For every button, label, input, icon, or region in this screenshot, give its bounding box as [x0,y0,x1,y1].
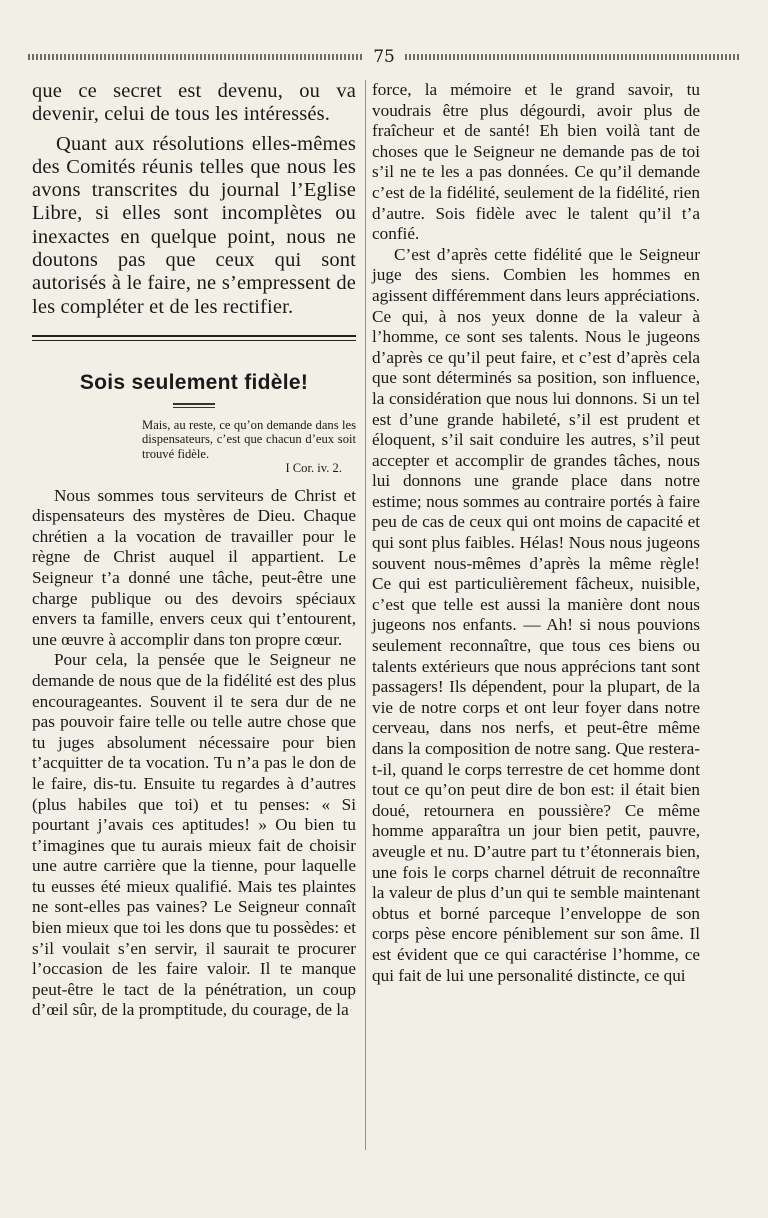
epigraph-text: Mais, au reste, ce qu’on demande dans les dispensateurs, c’est que chacun d’eux soit trouvé fidèle. [142,417,356,461]
article-paragraph-3: force, la mémoire et le grand savoir, tu voudrais être plus dégourdi, avoir plus de fraîcheur et de santé! Eh bien voilà tant de choses que le Seigneur ne demande pas de toi s’il ne te les a pas données. Ce qu’il demande c’est de la fidélité, seulement de la fidélité, rien d’autre. Sois fidèle avec le talent qu’il t’a confié. [372,80,700,244]
article-title: Sois seulement fidèle! [79,370,309,394]
article-paragraph-2: Pour cela, la pensée que le Seigneur ne demande de nous que de la fidélité est des plus encourageantes. Souvent il te sera dur de ne pas pouvoir faire telle ou telle autre chose que tu juges absolument nécessaire pour bien t’acquitter de ta vocation. Tu n’a pas le don de le faire, dis-tu. Ensuite tu regardes à d’autres (plus habiles que toi) et tu penses: « Si pourtant j’avais ces aptitudes! » Ou bien tu t’imagines que tu aurais mieux fait de choisir une autre carrière que la tienne, pour laquelle tu eusses été mieux qualifié. Mais tes plaintes ne sont-elles pas vaines? Le Seigneur connaît bien mieux que toi les dons que tu possèdes: et s’il voulait s’en servir, il saurait te procurer l’occasion de les faire valoir. Il te manque peut-être le tact de la pénétration, un coup d’œil sûr, de la promptitude, du courage, de la [32,650,356,1020]
header-rule-right [405,54,740,60]
right-column [372,80,700,986]
continuation-text: que ce secret est devenu, ou va devenir, celui de tous les intéressés. [32,80,356,126]
left-column [32,80,356,1021]
header-rule-left [28,54,363,60]
article-paragraph-1: Nous sommes tous serviteurs de Christ et dispensateurs des mystères de Dieu. Chaque chrétien a la vocation de travailler pour le règne de Christ auquel il appartient. Le Seigneur t’a donné une tâche, peut-être une charge publique ou des devoirs spéciaux envers ta famille, envers ceux qui t’entourent, une œuvre à accomplir dans ton propre cœur. [32,485,356,649]
page-header [28,46,740,68]
column-divider [365,80,366,1150]
epigraph [142,418,356,476]
page-number: 75 [373,47,395,67]
article-paragraph-4: C’est d’après cette fidélité que le Seigneur juge des siens. Combien les hommes en agissent différemment dans leurs appréciations. Ce qui, à nos yeux donne de la valeur à l’homme, ce sont ses talents. Nous le jugeons d’après ce qu’il peut faire, et c’est d’après cela que sont déterminés sa position, son influence, la considération que nous lui donnons. Si un tel est d’une grande habileté, s’il est prudent et éloquent, s’il sait conduire les autres, s’il peut accepter et accomplir de grandes tâches, nous lui donnons une grande place dans notre estime; nous sommes au contraire portés à faire peu de cas de ceux qui ont moins de capacité et qui sont plus faibles. Hélas! Nous nous jugeons souvent nous-mêmes d’après la même règle! Ce qui est particulièrement fâcheux, nuisible, c’est que telle est aussi la manière dont nous jugeons nos enfants. — Ah! si nous pouvions seulement reconnaître, que tous ces biens ou talents extérieurs que nous apprécions tant sont passagers! Ils dépendent, pour la plupart, de la vie de notre corps et ont leur foyer dans notre cerveau, dans nos nerfs, et peut-être même dans la composition de notre sang. Que restera-t-il, quand le corps terrestre de cet homme dont tout ce qu’on peut dire de bon est: il était bien doué, retournera en poussière? Ce même homme apparaîtra un jour bien petit, pauvre, aveugle et nu. D’autre part tu t’étonnerais bien, une fois le corps charnel détruit de reconnaître la valeur de plus d’un qui te semble maintenant obtus et borné parceque l’enveloppe de son corps pèse encore péniblement sur son âme. Il est évident que ce qui caractérise l’homme, ce qui fait de lui une personalité distincte, ce qui [372,244,700,985]
closing-paragraph: Quant aux résolutions elles-mêmes des Comités réunis telles que nous les avons transcrites du journal l’Eglise Libre, si elles sont incomplètes ou inexactes en quelque point, nous ne doutons pas que ceux qui sont autorisés à le faire, ne s’empressent de les compléter et de les rectifier. [32,132,356,318]
epigraph-reference: I Cor. iv. 2. [285,461,342,476]
title-ornament [173,403,215,408]
section-divider [32,335,356,341]
